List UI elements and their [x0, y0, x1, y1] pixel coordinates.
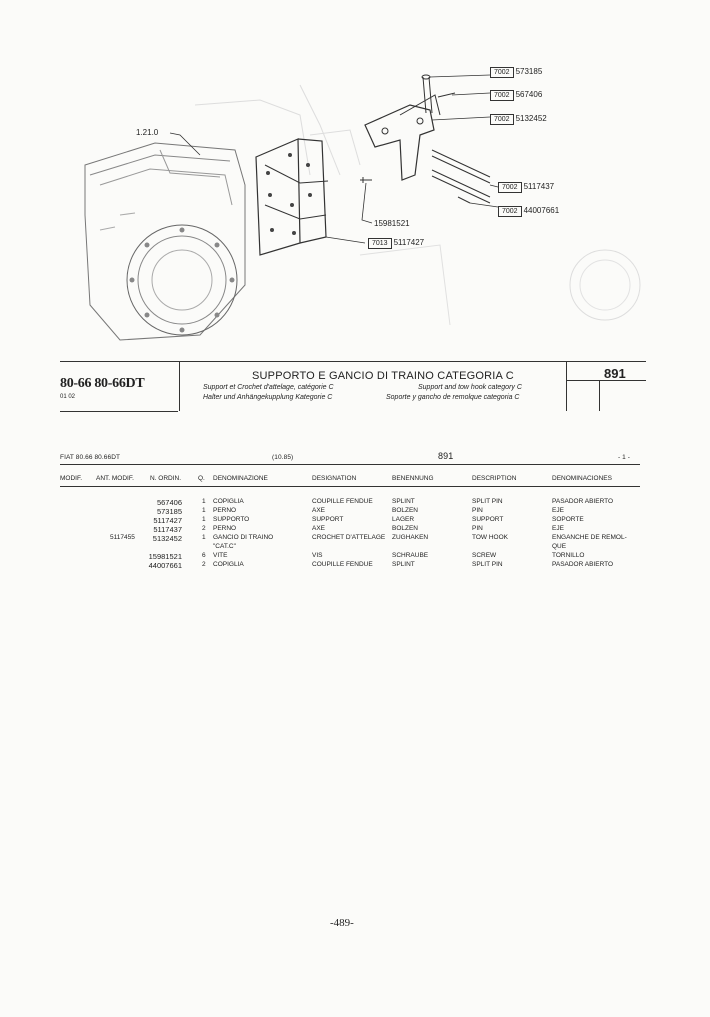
callout-box: 7002 — [498, 206, 522, 217]
cell-qty: 6 — [202, 552, 206, 559]
cell-benennung: ZUGHAKEN — [392, 534, 429, 541]
cell-description: SPLIT PIN — [472, 561, 503, 568]
cell-ant-modif: 5117455 — [110, 534, 135, 541]
model-code: 01 02 — [60, 394, 76, 400]
cell-denominazione: PERNO — [213, 507, 237, 514]
cell-qty: 1 — [202, 516, 206, 523]
cell-part-number: 573185 — [156, 507, 182, 516]
cell-designation: CROCHET D'ATTELAGE — [312, 534, 386, 541]
callout-box: 7002 — [490, 114, 514, 125]
cell-description: PIN — [472, 507, 483, 514]
header-modif: MODIF. — [60, 475, 83, 482]
list-page: - 1 - — [618, 454, 631, 461]
cell-benennung: SCHRAUBE — [392, 552, 429, 559]
callout-number: 5132452 — [515, 114, 547, 123]
cell-denominaciones: QUE — [552, 543, 567, 550]
exploded-parts-diagram — [60, 55, 650, 355]
cell-description: PIN — [472, 525, 483, 532]
callout-number: 5117427 — [393, 238, 425, 247]
cell-denominazione: COPIGLIA — [213, 561, 244, 568]
cell-designation: COUPILLE FENDUE — [312, 498, 373, 505]
callout-number: 573185 — [515, 67, 543, 76]
callout-number: 15981521 — [374, 219, 410, 228]
table-row — [60, 561, 640, 570]
header-rule — [60, 486, 640, 487]
cell-part-number: 44007661 — [148, 561, 182, 570]
cell-denominaciones: EJE — [552, 507, 564, 514]
cell-description: SUPPORT — [472, 516, 504, 523]
cell-designation: COUPILLE FENDUE — [312, 561, 373, 568]
header-description: DESCRIPTION — [472, 475, 517, 482]
callout-box: 7002 — [490, 90, 514, 101]
cell-benennung: LAGER — [392, 516, 415, 523]
header-bottom-rule — [60, 411, 178, 412]
section-title: SUPPORTO E GANCIO DI TRAINO CATEGORIA C — [252, 370, 514, 382]
callout-number: 5117437 — [523, 182, 555, 191]
header-denominaciones: DENOMINACIONES — [552, 475, 612, 482]
callout-44007661 — [498, 206, 559, 217]
cell-description: SCREW — [472, 552, 497, 559]
list-top-rule — [60, 464, 640, 465]
subtitle-german: Halter und Anhängekupplung Kategorie C — [203, 394, 333, 401]
list-model-label: FIAT 80.66 80.66DT — [60, 454, 121, 461]
column-headers — [60, 475, 640, 484]
cell-part-number: 5117427 — [153, 516, 182, 525]
subtitle-french: Support et Crochet d'attelage, catégorie C — [203, 384, 334, 391]
cell-part-number: 15981521 — [148, 552, 182, 561]
page-number: -489- — [330, 917, 354, 929]
header-n-ordin: N. ORDIN. — [150, 475, 182, 482]
cell-designation: SUPPORT — [312, 516, 344, 523]
model-name: 80-66 80-66DT — [60, 376, 145, 391]
callout-box: 7002 — [498, 182, 522, 193]
cell-denominaciones: PASADOR ABIERTO — [552, 498, 614, 505]
callout-15981521 — [374, 219, 410, 228]
header-top-rule — [60, 361, 646, 362]
cell-denominazione: SUPPORTO — [213, 516, 250, 523]
callout-573185 — [490, 67, 542, 78]
callout-reference — [136, 128, 158, 137]
table-row — [60, 516, 640, 525]
table-row — [60, 507, 640, 516]
subtitle-english: Support and tow hook category C — [418, 384, 522, 391]
callout-number: 44007661 — [523, 206, 560, 215]
cell-benennung: SPLINT — [392, 498, 415, 505]
cell-denominaciones: SOPORTE — [552, 516, 584, 523]
cell-benennung: BOLZEN — [392, 507, 419, 514]
cell-designation: AXE — [312, 525, 326, 532]
cell-part-number: 5117437 — [153, 525, 182, 534]
header-benennung: BENENNUNG — [392, 475, 434, 482]
subtitle-spanish: Soporte y gancho de remolque categoria C — [386, 394, 520, 401]
cell-denominazione: "CAT.C" — [213, 543, 236, 550]
table-row — [60, 498, 640, 507]
cell-benennung: SPLINT — [392, 561, 415, 568]
table-row — [60, 552, 640, 561]
header-denominazione: DENOMINAZIONE — [213, 475, 268, 482]
callout-box: 7013 — [368, 238, 392, 249]
cell-part-number: 5132452 — [152, 534, 182, 543]
header-divider-code — [599, 380, 600, 411]
header-designation: DESIGNATION — [312, 475, 357, 482]
cell-qty: 1 — [202, 507, 206, 514]
cell-denominazione: VITE — [213, 552, 228, 559]
cell-denominazione: GANCIO DI TRAINO — [213, 534, 274, 541]
cell-denominaciones: TORNILLO — [552, 552, 585, 559]
cell-part-number: 567406 — [156, 498, 182, 507]
cell-qty: 1 — [202, 534, 206, 541]
callout-5132452 — [490, 114, 547, 125]
table-row — [60, 525, 640, 534]
cell-denominazione: PERNO — [213, 525, 237, 532]
header-divider-right — [566, 361, 567, 411]
list-date: (10.85) — [272, 454, 294, 461]
cell-denominaciones: ENGANCHE DE REMOL- — [552, 534, 627, 541]
header-divider-left — [179, 361, 180, 411]
cell-denominaciones: EJE — [552, 525, 564, 532]
table-row — [60, 534, 640, 543]
cell-denominazione: COPIGLIA — [213, 498, 244, 505]
cell-denominaciones: PASADOR ABIERTO — [552, 561, 614, 568]
header-ant-modif: ANT. MODIF. — [96, 475, 134, 482]
cell-qty: 2 — [202, 561, 206, 568]
callout-number: 1.21.0 — [136, 128, 159, 137]
callout-5117437 — [498, 182, 554, 193]
section-code: 891 — [604, 366, 626, 381]
list-code: 891 — [438, 451, 454, 461]
callout-567406 — [490, 90, 542, 101]
header-qty: Q. — [198, 475, 205, 482]
cell-description: SPLIT PIN — [472, 498, 503, 505]
callout-5117427 — [368, 238, 424, 249]
callout-number: 567406 — [515, 90, 543, 99]
cell-description: TOW HOOK — [472, 534, 508, 541]
cell-designation: AXE — [312, 507, 326, 514]
cell-qty: 2 — [202, 525, 206, 532]
cell-qty: 1 — [202, 498, 206, 505]
cell-benennung: BOLZEN — [392, 525, 419, 532]
callout-box: 7002 — [490, 67, 514, 78]
table-row — [60, 543, 640, 552]
cell-designation: VIS — [312, 552, 323, 559]
